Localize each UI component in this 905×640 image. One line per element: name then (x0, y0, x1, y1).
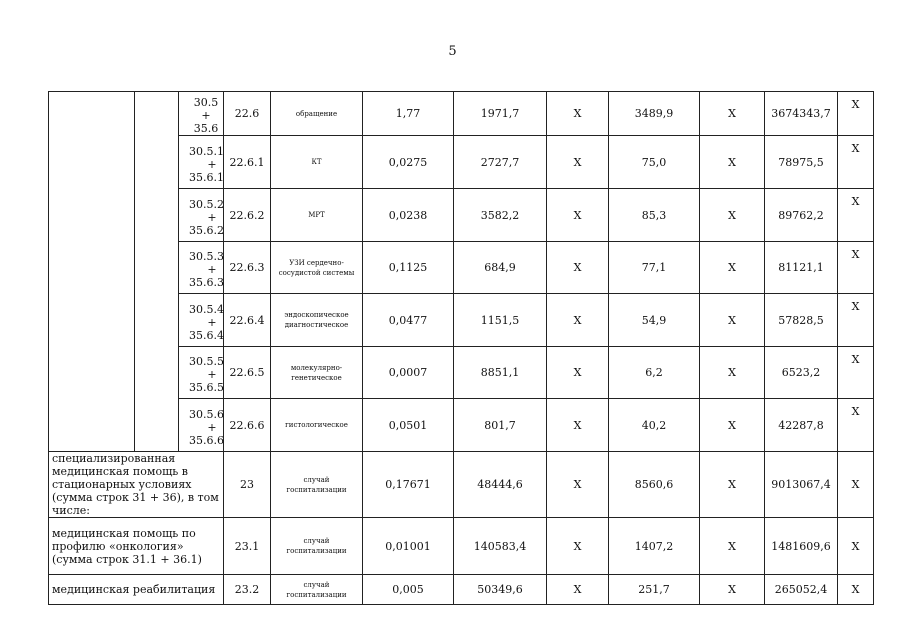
row-unit: гистологическое (271, 399, 363, 452)
row-x-2: X (700, 189, 765, 242)
row-x-1: X (547, 294, 609, 347)
row-value-2: 2727,7 (454, 136, 547, 189)
row-x-2: X (700, 92, 765, 136)
row-value-4: 6523,2 (765, 347, 838, 399)
row-x-1: X (547, 575, 609, 605)
row-code (179, 347, 224, 399)
blank-cell (135, 92, 179, 452)
row-number: 22.6.3 (224, 242, 271, 294)
row-code (179, 92, 224, 136)
row-value-4: 1481609,6 (765, 518, 838, 575)
row-value-2: 1971,7 (454, 92, 547, 136)
row-value-4: 57828,5 (765, 294, 838, 347)
row-code-line: 30.5.6 (189, 407, 224, 421)
row-code-line: 30.5.1 (189, 144, 224, 158)
row-x-2: X (700, 575, 765, 605)
row-number: 23 (224, 452, 271, 518)
row-code-line: 35.6.2 (189, 223, 224, 237)
row-number: 23.2 (224, 575, 271, 605)
row-value-4: 42287,8 (765, 399, 838, 452)
row-number: 22.6 (224, 92, 271, 136)
row-code-line: 30.5.3 (189, 250, 224, 263)
row-code-line: + (207, 368, 217, 381)
row-value-1: 0,005 (363, 575, 454, 605)
row-x-2: X (700, 452, 765, 518)
row-x-1: X (547, 92, 609, 136)
row-unit: УЗИ сердечно-сосудистой системы (271, 242, 363, 294)
row-value-3: 6,2 (609, 347, 700, 399)
row-number: 22.6.4 (224, 294, 271, 347)
row-x-3: X (838, 189, 874, 242)
row-number: 22.6.6 (224, 399, 271, 452)
row-value-3: 54,9 (609, 294, 700, 347)
row-x-3: X (838, 347, 874, 399)
row-x-3: X (838, 518, 874, 575)
row-value-3: 40,2 (609, 399, 700, 452)
row-value-2: 684,9 (454, 242, 547, 294)
row-code (179, 294, 224, 347)
row-x-1: X (547, 399, 609, 452)
row-code-line: + (207, 210, 217, 224)
row-description: специализированная медицинская помощь в стационарных условиях (сумма строк 31 + 36), в том числе: (49, 452, 224, 518)
row-unit: КТ (271, 136, 363, 189)
row-x-1: X (547, 136, 609, 189)
row-value-1: 0,0501 (363, 399, 454, 452)
row-x-1: X (547, 242, 609, 294)
row-value-2: 3582,2 (454, 189, 547, 242)
row-value-1: 0,1125 (363, 242, 454, 294)
table-row (49, 452, 874, 518)
tariff-table (48, 91, 874, 605)
row-x-3: X (838, 399, 874, 452)
row-code-line: 30.5.4 (189, 302, 224, 316)
row-code-line: 35.6 (193, 122, 219, 135)
row-number: 22.6.2 (224, 189, 271, 242)
row-value-3: 85,3 (609, 189, 700, 242)
row-x-2: X (700, 347, 765, 399)
row-number: 22.6.1 (224, 136, 271, 189)
row-value-4: 81121,1 (765, 242, 838, 294)
row-code (179, 242, 224, 294)
table-row (49, 518, 874, 575)
row-code-line: + (207, 263, 217, 276)
row-value-3: 75,0 (609, 136, 700, 189)
row-value-4: 3674343,7 (765, 92, 838, 136)
row-code-line: + (207, 315, 217, 329)
row-code (179, 399, 224, 452)
page-number: 5 (448, 44, 457, 59)
row-x-2: X (700, 242, 765, 294)
row-code-line: 35.6.3 (189, 276, 224, 289)
row-value-3: 77,1 (609, 242, 700, 294)
row-x-1: X (547, 347, 609, 399)
row-description: медицинская помощь по профилю «онкология» (сумма строк 31.1 + 36.1) (49, 518, 224, 575)
row-x-2: X (700, 294, 765, 347)
row-unit: молекулярно-генетическое (271, 347, 363, 399)
row-x-3: X (838, 92, 874, 136)
row-code-line: 30.5 + (193, 96, 219, 122)
row-value-2: 801,7 (454, 399, 547, 452)
row-code-line: 35.6.6 (189, 433, 224, 447)
row-x-1: X (547, 518, 609, 575)
row-unit: случай госпитализации (271, 518, 363, 575)
row-unit: случай госпитализации (271, 452, 363, 518)
row-x-2: X (700, 136, 765, 189)
row-code-line: + (207, 420, 217, 434)
row-x-3: X (838, 294, 874, 347)
row-code-line: 35.6.5 (189, 381, 224, 394)
row-value-1: 0,0477 (363, 294, 454, 347)
row-value-3: 251,7 (609, 575, 700, 605)
table-row (49, 92, 874, 136)
row-value-2: 8851,1 (454, 347, 547, 399)
row-value-4: 9013067,4 (765, 452, 838, 518)
row-number: 22.6.5 (224, 347, 271, 399)
row-code-line: + (207, 157, 217, 171)
row-number: 23.1 (224, 518, 271, 575)
row-value-2: 1151,5 (454, 294, 547, 347)
row-x-3: X (838, 136, 874, 189)
row-value-2: 140583,4 (454, 518, 547, 575)
row-unit: МРТ (271, 189, 363, 242)
row-code-line: 30.5.2 (189, 197, 224, 211)
row-x-3: X (838, 242, 874, 294)
row-value-3: 3489,9 (609, 92, 700, 136)
row-value-4: 265052,4 (765, 575, 838, 605)
row-unit: обращение (271, 92, 363, 136)
row-code (179, 189, 224, 242)
row-x-2: X (700, 399, 765, 452)
row-value-1: 0,0238 (363, 189, 454, 242)
row-value-1: 0,01001 (363, 518, 454, 575)
row-value-4: 78975,5 (765, 136, 838, 189)
row-code (179, 136, 224, 189)
row-unit: эндоскопическое диагностическое (271, 294, 363, 347)
row-x-3: X (838, 452, 874, 518)
table-row (49, 575, 874, 605)
row-value-3: 1407,2 (609, 518, 700, 575)
row-value-1: 0,17671 (363, 452, 454, 518)
row-value-2: 48444,6 (454, 452, 547, 518)
row-code-line: 35.6.1 (189, 170, 224, 184)
row-code-line: 30.5.5 (189, 355, 224, 368)
row-value-1: 0,0275 (363, 136, 454, 189)
row-value-1: 0,0007 (363, 347, 454, 399)
row-x-1: X (547, 452, 609, 518)
row-x-1: X (547, 189, 609, 242)
row-value-4: 89762,2 (765, 189, 838, 242)
row-code-line: 35.6.4 (189, 328, 224, 342)
row-description: медицинская реабилитация (49, 575, 224, 605)
row-x-2: X (700, 518, 765, 575)
row-value-2: 50349,6 (454, 575, 547, 605)
row-value-3: 8560,6 (609, 452, 700, 518)
row-value-1: 1,77 (363, 92, 454, 136)
row-unit: случай госпитализации (271, 575, 363, 605)
blank-cell (49, 92, 135, 452)
row-x-3: X (838, 575, 874, 605)
